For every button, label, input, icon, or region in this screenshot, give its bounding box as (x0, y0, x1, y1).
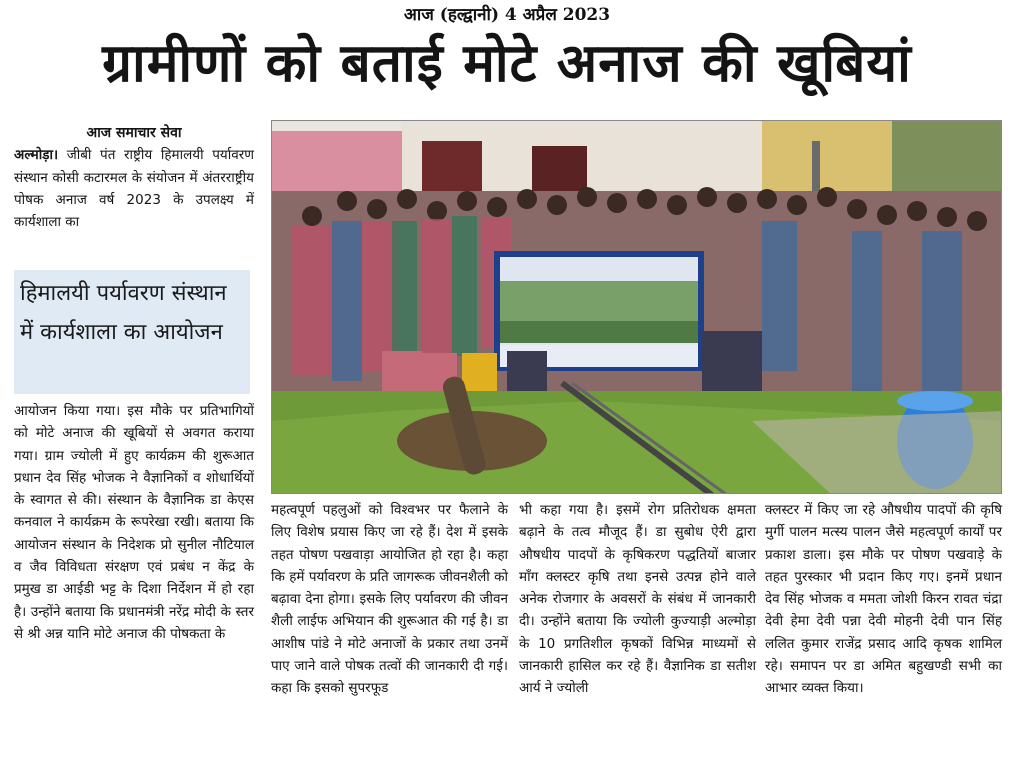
column-4-body: क्लस्टर में किए जा रहे औषधीय पादपों की कृषि मुर्गी पालन मत्स्य पालन जैसे महत्वपूर्ण कार्यों पर प्रकाश डाला। इस मौके पर पोषण पखवाड़े के तहत पुरस्कार भी प्रदान किए गए। इनमें प्रधान देव सिंह भोजक व ममता जोशी किरन रावत चंद्रा देवी हेमा देवी पन्ना देवी मोहनी देवी पान सिंह ललित कुमार राजेंद्र प्रसाद आदि कृषक शामिल रहे। समापन पर डा अमित बहुखण्डी सभी का आभार व्यक्त किया। (765, 502, 1002, 697)
group-photo (271, 120, 1002, 494)
dateline: आज (हल्द्वानी) 4 अप्रैल 2023 (403, 5, 611, 25)
lead-paragraph (14, 144, 254, 233)
subheading-box: हिमालयी पर्यावरण संस्थान में कार्यशाला का आयोजन (14, 270, 250, 394)
column-2 (271, 499, 508, 700)
column-2-body: महत्वपूर्ण पहलुओं को विश्वभर पर फैलाने के लिए विशेष प्रयास किए जा रहे हैं। देश में इसके तहत पोषण पखवाड़ा आयोजित हो रहा है। कहा कि हमें पर्यावरण के प्रति जागरूक जीवनशैली को बढ़ावा देना होगा। इसके लिए पर्यावरण की जीवन शैली लाईफ अभियान की शुरूआत की गई है। डा आशीष पांडे ने मोटे अनाजों के प्रकार तथा उनमें पाए जाने वाले पोषक तत्वों की जानकारी दी गई। कहा कि इसको सुपरफूड (271, 502, 508, 697)
headline: ग्रामीणों को बताई मोटे अनाज की खूबियां (102, 33, 912, 94)
column-1-bottom (14, 400, 254, 645)
column-3 (519, 499, 756, 700)
lead-text: जीबी पंत राष्ट्रीय हिमालयी पर्यावरण संस्थान कोसी कटारमल के संयोजन में अंतरराष्ट्रीय पोषक अनाज वर्ष 2023 के उपलक्ष्य में कार्यशाला का (14, 147, 254, 231)
lead-place: अल्मोड़ा। (14, 147, 59, 164)
column-3-body: भी कहा गया है। इसमें रोग प्रतिरोधक क्षमता बढ़ाने के तत्व मौजूद हैं। डा सुबोध ऐरी द्वारा औषधीय पादपों के कृषिकरण पद्धतियों बाजार माँग क्लस्टर कृषि तथा इनसे उत्पन्न होने वाले अनेक रोजगार के अवसरों के संबंध में जानकारी दी। उन्होंने बताया कि ज्योली कुज्याड़ी अल्मोड़ा के 10 प्रगतिशील कृषकों विभिन्न माध्यमों से जानकारी हासिल कर रहे हैं। वैज्ञानिक डा सतीश आर्य ने ज्योली (519, 502, 756, 697)
group-photo-image (272, 121, 1002, 494)
agency-byline: आज समाचार सेवा (86, 125, 182, 141)
column-1-body: आयोजन किया गया। इस मौके पर प्रतिभागियों को मोटे अनाज की खूबियों से अवगत कराया गया। ग्राम ज्योली में हुए कार्यक्रम की शुरूआत प्रधान देव सिंह भोजक ने वैज्ञानिकों व शोधार्थियों के स्वागत से की। संस्थान के वैज्ञानिक डा केएस कनवाल ने कार्यक्रम के रूपरेखा रखी। बताया कि आयोजन संस्थान के निदेशक प्रो सुनील नौटियाल व जैव विविधता संरक्षण एवं प्रबंध न केंद्र के प्रमुख डा आईडी भट्ट के दिशा निर्देशन में हो रहा है। उन्होंने बताया कि प्रधानमंत्री नरेंद्र मोदी के स्तर से श्री अन्न यानि मोटे अनाज की पोषकता के (14, 403, 254, 642)
column-1-top (14, 122, 254, 233)
column-4 (765, 499, 1002, 700)
